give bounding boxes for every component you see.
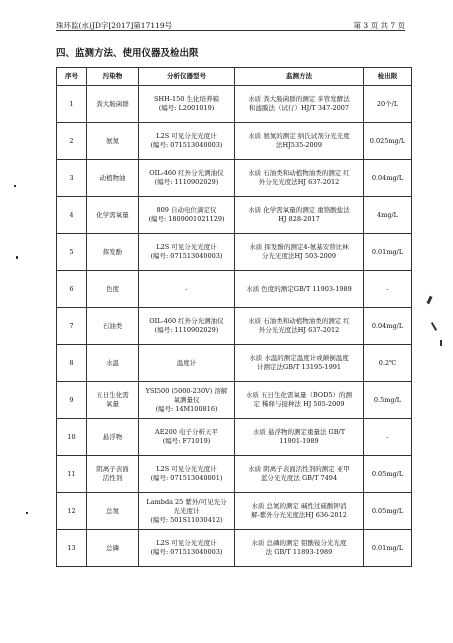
scan-mark [14,185,16,187]
instrument-cell [139,493,235,530]
table-row [57,86,412,123]
instrument-cell [139,345,235,382]
instrument-cell [139,86,235,123]
instrument-cell-line: L2S 可见分光光度计 [156,539,217,547]
method-cell-line: 水质 总磷的测定 钼酸铵分光光度 [251,539,347,547]
pollutant-cell: 粪大肠菌群 [87,86,139,123]
scan-mark [440,340,442,346]
method-cell [235,530,364,567]
table-row [57,382,412,419]
pollutant-cell-line: 五日生化需 [96,391,129,399]
table-row [57,456,412,493]
method-cell-line: 水质 色度的测定GB/T 11903-1989 [246,284,352,293]
instrument-cell [139,197,235,234]
method-cell [235,271,364,308]
instrument-cell [139,308,235,345]
scan-mark [26,512,28,514]
instrument-cell-line: (编号: 1110902029) [154,326,219,334]
method-cell [235,308,364,345]
method-cell-line: 法HJ535-2009 [276,141,322,149]
page-indicator: 第 3 页 共 7 页 [353,21,405,30]
pollutant-cell: 石油类 [87,308,139,345]
method-cell-line: 法 GB/T 11893-1989 [265,548,333,556]
detection-limit-cell: 0.04mg/L [364,308,412,345]
instrument-cell-line: L2S 可见分光光度计 [156,243,217,251]
col-header-no: 序号 [57,68,87,86]
pollutant-cell: 水温 [87,345,139,382]
pollutant-cell [87,456,139,493]
row-number-cell: 1 [57,86,87,123]
method-cell-line: 水质 氨氮的测定 纳氏试剂分光光度 [248,132,350,140]
instrument-cell-line: 氧测量仪 [173,395,200,404]
instrument-cell-line: (编号: 071513040003) [150,252,223,260]
section-title: 四、监测方法、使用仪器及检出限 [56,48,199,59]
method-cell [235,234,364,271]
instrument-cell [139,456,235,493]
instrument-cell-line: (编号: L2001019) [158,104,215,112]
method-cell-line: 水质 石油类和动植物油类的测定 红 [248,317,350,325]
row-number-cell: 7 [57,308,87,345]
detection-limit-cell: 0.01mg/L [364,530,412,567]
pollutant-cell: 动植物油 [87,160,139,197]
method-cell-line: 定 稀释与接种法 HJ 505-2009 [253,400,345,408]
method-cell [235,123,364,160]
method-cell [235,197,364,234]
instrument-cell-line: (编号: 1809001021129) [148,215,225,223]
row-number-cell: 2 [57,123,87,160]
method-cell [235,456,364,493]
report-number: 珠环监(水)JD字[2017]第17119号 [56,21,173,30]
pollutant-cell: 挥发酚 [87,234,139,271]
pollutant-cell: 总磷 [87,530,139,567]
table-row [57,345,412,382]
method-cell-line: 分光光度法HJ 503-2009 [262,252,336,260]
instrument-cell-line: (编号: 14M100816) [155,404,218,413]
instrument-cell-line: 温度计 [176,358,197,367]
pollutant-cell [87,382,139,419]
scan-mark [431,322,437,331]
instrument-cell-line: (编号: 1110902029) [154,178,219,186]
detection-limit-cell: 0.05mg/L [364,493,412,530]
table-body [57,86,412,567]
detection-limit-cell: 4mg/L [364,197,412,234]
row-number-cell: 11 [57,456,87,493]
method-cell-line: 外分光光度法HJ 637-2012 [258,326,340,334]
instrument-cell-line: (编号: 501S11030412) [150,515,223,524]
table-row [57,493,412,530]
pollutant-cell: 化学需氧量 [87,197,139,234]
detection-limit-cell: 0.025mg/L [364,123,412,160]
method-cell [235,160,364,197]
instrument-cell-line: SHH-150 生化培养箱 [154,95,219,103]
detection-limit-cell: 0.04mg/L [364,160,412,197]
instrument-cell [139,382,235,419]
table-row [57,234,412,271]
method-cell [235,493,364,530]
instrument-cell-line: OIL-460 红外分光测油仪 [149,317,224,325]
pollutant-cell-line: 氧量 [106,400,119,408]
detection-limit-cell: - [364,271,412,308]
header-divider [56,30,405,31]
pollutant-cell-line: 活性剂 [102,474,123,482]
method-cell-line: 水质 石油类和动植物油类的测定 红 [248,169,350,177]
instrument-cell [139,271,235,308]
instrument-cell-line: Lambda 25 紫外/可见光分 [146,497,227,506]
method-cell-line: 蓝分光光度法 GB/T 7494 [260,474,338,482]
col-header-instrument: 分析仪器型号 [139,68,235,86]
instrument-cell [139,234,235,271]
instrument-cell-line: L2S 可见分光光度计 [156,132,217,140]
instrument-cell [139,123,235,160]
table-row [57,123,412,160]
pollutant-cell: 总氮 [87,493,139,530]
instrument-cell-line: 光光度计 [173,506,200,515]
pollutant-cell-line: 阴离子表面 [96,465,129,473]
row-number-cell: 4 [57,197,87,234]
method-cell-line: 外分光光度法HJ 637-2012 [258,178,340,186]
detection-limit-cell: 0.5mg/L [364,382,412,419]
instrument-cell-line: YSI500 (5000-230V) 溶解 [145,386,228,395]
instrument-cell-line: OIL-460 红外分光测油仪 [149,169,224,177]
method-cell-line: 水质 悬浮物的测定重量法 GB/T [252,428,346,436]
method-cell [235,345,364,382]
row-number-cell: 5 [57,234,87,271]
method-cell-line: 11901-1989 [279,437,319,445]
method-cell [235,382,364,419]
pollutant-cell: 悬浮物 [87,419,139,456]
row-number-cell: 9 [57,382,87,419]
method-cell-line: 水质 五日生化需氧量（BOD5）的测 [245,391,353,399]
method-cell-line: HJ 828-2017 [278,215,320,223]
pollutant-cell: 色度 [87,271,139,308]
detection-limit-cell: 20个/L [364,86,412,123]
table-row [57,308,412,345]
method-cell-line: 和滤膜法（试行）HJ/T 347-2007 [248,104,349,112]
row-number-cell: 10 [57,419,87,456]
instrument-cell-line: (编号: F71019) [162,437,211,445]
detection-limit-cell: - [364,419,412,456]
monitoring-methods-table [56,67,412,567]
instrument-cell-line: (编号: 071513040001) [150,474,223,482]
method-cell-line: 解-紫外分光光度法HJ 636-2012 [251,511,347,519]
table-row [57,271,412,308]
method-cell-line: 水质 挥发酚的测定4-氨基安替比林 [249,243,349,251]
method-cell [235,86,364,123]
detection-limit-cell: 0.01mg/L [364,234,412,271]
method-cell-line: 水质 化学需氧量的测定 重铬酸盐法 [248,206,350,214]
scan-mark [426,296,432,305]
row-number-cell: 3 [57,160,87,197]
table-row [57,160,412,197]
col-header-limit: 检出限 [364,68,412,86]
method-cell-line: 水质 总氮的测定 碱性过硫酸钾消 [251,502,347,510]
instrument-cell-line: 809 自动电位滴定仪 [156,206,217,214]
row-number-cell: 6 [57,271,87,308]
instrument-cell [139,530,235,567]
method-cell-line: 计测定法GB/T 13195-1991 [257,363,341,371]
table-row [57,530,412,567]
instrument-cell [139,160,235,197]
pollutant-cell: 氨氮 [87,123,139,160]
row-number-cell: 13 [57,530,87,567]
method-cell-line: 水质 水温的测定温度计或颠倒温度 [249,354,349,362]
instrument-cell-line: (编号: 071513040003) [150,548,223,556]
col-header-pollutant: 污染物 [87,68,139,86]
method-cell [235,419,364,456]
table-header-row [57,68,412,86]
instrument-cell-line: - [185,284,188,293]
instrument-cell-line: L2S 可见分光光度计 [156,465,217,473]
instrument-cell-line: AE200 电子分析天平 [155,428,218,436]
table-row [57,419,412,456]
table-row [57,197,412,234]
instrument-cell [139,419,235,456]
method-cell-line: 水质 粪大肠菌群的测定 多管发酵法 [248,95,350,103]
col-header-method: 监测方法 [235,68,364,86]
method-cell-line: 水质 阴离子表面活性剂的测定 亚甲 [248,465,350,473]
row-number-cell: 12 [57,493,87,530]
instrument-cell-line: (编号: 071513040003) [150,141,223,149]
scan-mark [16,256,18,259]
detection-limit-cell: 0.2℃ [364,345,412,382]
row-number-cell: 8 [57,345,87,382]
detection-limit-cell: 0.05mg/L [364,456,412,493]
